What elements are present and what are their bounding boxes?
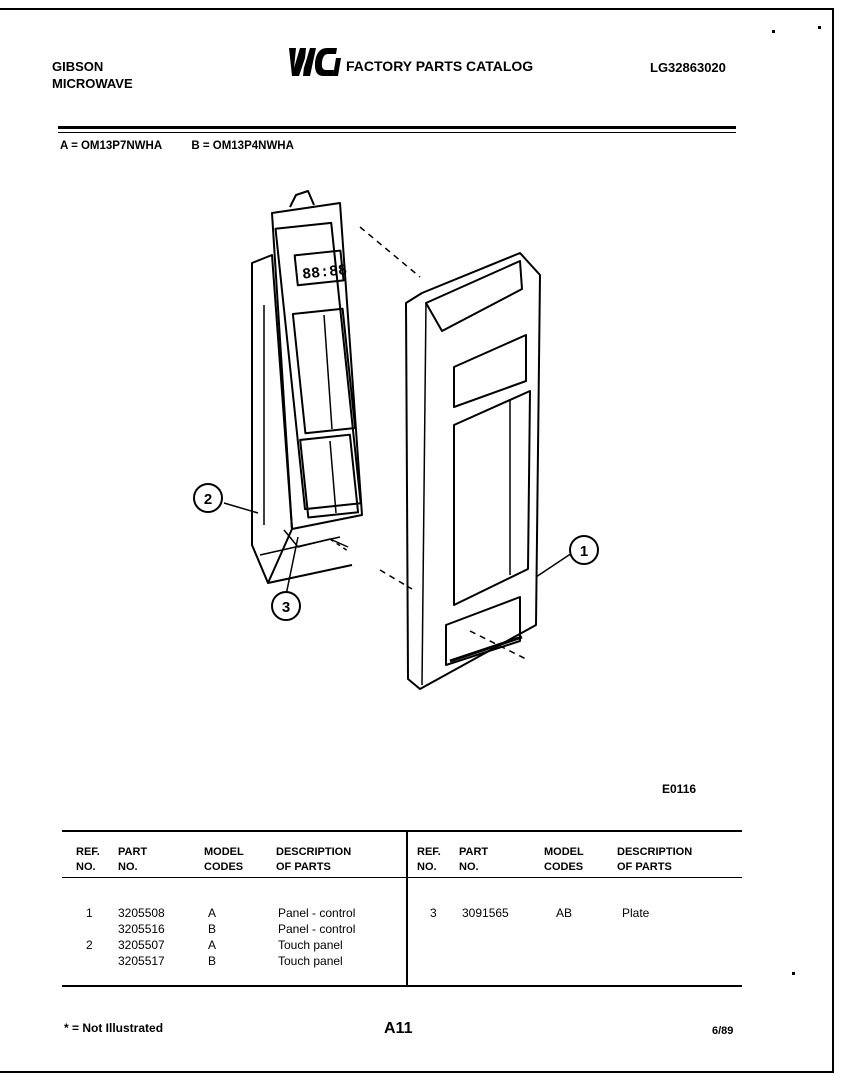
part-no: 3091565 — [462, 906, 509, 920]
brand-line-1: GIBSON — [52, 59, 104, 74]
display-readout: 88:88 — [301, 261, 349, 284]
part-no: 3205516 — [118, 922, 165, 936]
model-code: A — [208, 906, 217, 920]
model-code: B — [208, 922, 217, 936]
model-code: B — [208, 954, 217, 968]
scan-speck — [792, 972, 795, 975]
ref-no: 2 — [86, 938, 93, 952]
table-rule-header — [62, 877, 742, 878]
header-desc-right: DESCRIPTION OF PARTS — [617, 846, 693, 873]
callout-1-label: 1 — [579, 543, 589, 560]
page-border-right — [832, 8, 834, 1073]
figure-id: E0116 — [662, 782, 697, 796]
table-rule-top — [62, 830, 742, 832]
callout-1 — [570, 536, 598, 564]
part-no: 3205517 — [118, 954, 165, 968]
part-no: 3205508 — [118, 906, 165, 920]
header-part-left: PART NO. — [118, 846, 148, 873]
page-number: A11 — [384, 1020, 413, 1037]
header-model-left: MODEL CODES — [204, 846, 244, 873]
header-rule-thick — [58, 126, 736, 129]
header-ref-left: REF. NO. — [76, 846, 100, 873]
wci-logo — [283, 46, 341, 78]
callout-2 — [194, 484, 222, 512]
part-description: Touch panel — [278, 938, 343, 952]
model-code: A — [208, 938, 217, 952]
scan-speck — [772, 30, 775, 33]
brand-block — [52, 58, 133, 92]
part-description: Touch panel — [278, 954, 343, 968]
model-a: A = OM13P7NWHA — [60, 140, 163, 152]
exploded-parts-diagram — [180, 185, 660, 705]
callout-2-label: 2 — [203, 491, 213, 508]
part-no: 3205507 — [118, 938, 165, 952]
page-border-top — [0, 8, 834, 10]
catalog-title: FACTORY PARTS CATALOG — [346, 58, 534, 74]
scan-speck — [818, 26, 821, 29]
footnote: * = Not Illustrated — [64, 1021, 164, 1035]
model-code: AB — [556, 906, 573, 920]
header-part-right: PART NO. — [459, 846, 489, 873]
table-rule-bottom — [62, 985, 742, 987]
revision-date: 6/89 — [712, 1025, 734, 1037]
header-rule-thin — [58, 132, 736, 133]
header-ref-right: REF. NO. — [417, 846, 441, 873]
model-b: B = OM13P4NWHA — [191, 140, 294, 152]
callout-3-label: 3 — [281, 599, 291, 616]
touch-panel-assembly — [252, 191, 362, 583]
header-desc-left: DESCRIPTION OF PARTS — [276, 846, 352, 873]
callout-3 — [272, 592, 300, 620]
brand-line-2: MICROWAVE — [52, 76, 133, 91]
ref-no: 1 — [86, 906, 93, 920]
header-model-right: MODEL CODES — [544, 846, 584, 873]
catalog-code: LG32863020 — [650, 60, 726, 75]
part-description: Panel - control — [278, 922, 356, 936]
table-column-divider — [406, 830, 408, 987]
part-description: Plate — [622, 906, 650, 920]
model-legend — [60, 140, 320, 152]
control-panel-frame — [406, 253, 540, 689]
ref-no: 3 — [430, 906, 437, 920]
part-description: Panel - control — [278, 906, 356, 920]
page-border-bottom — [0, 1071, 834, 1073]
